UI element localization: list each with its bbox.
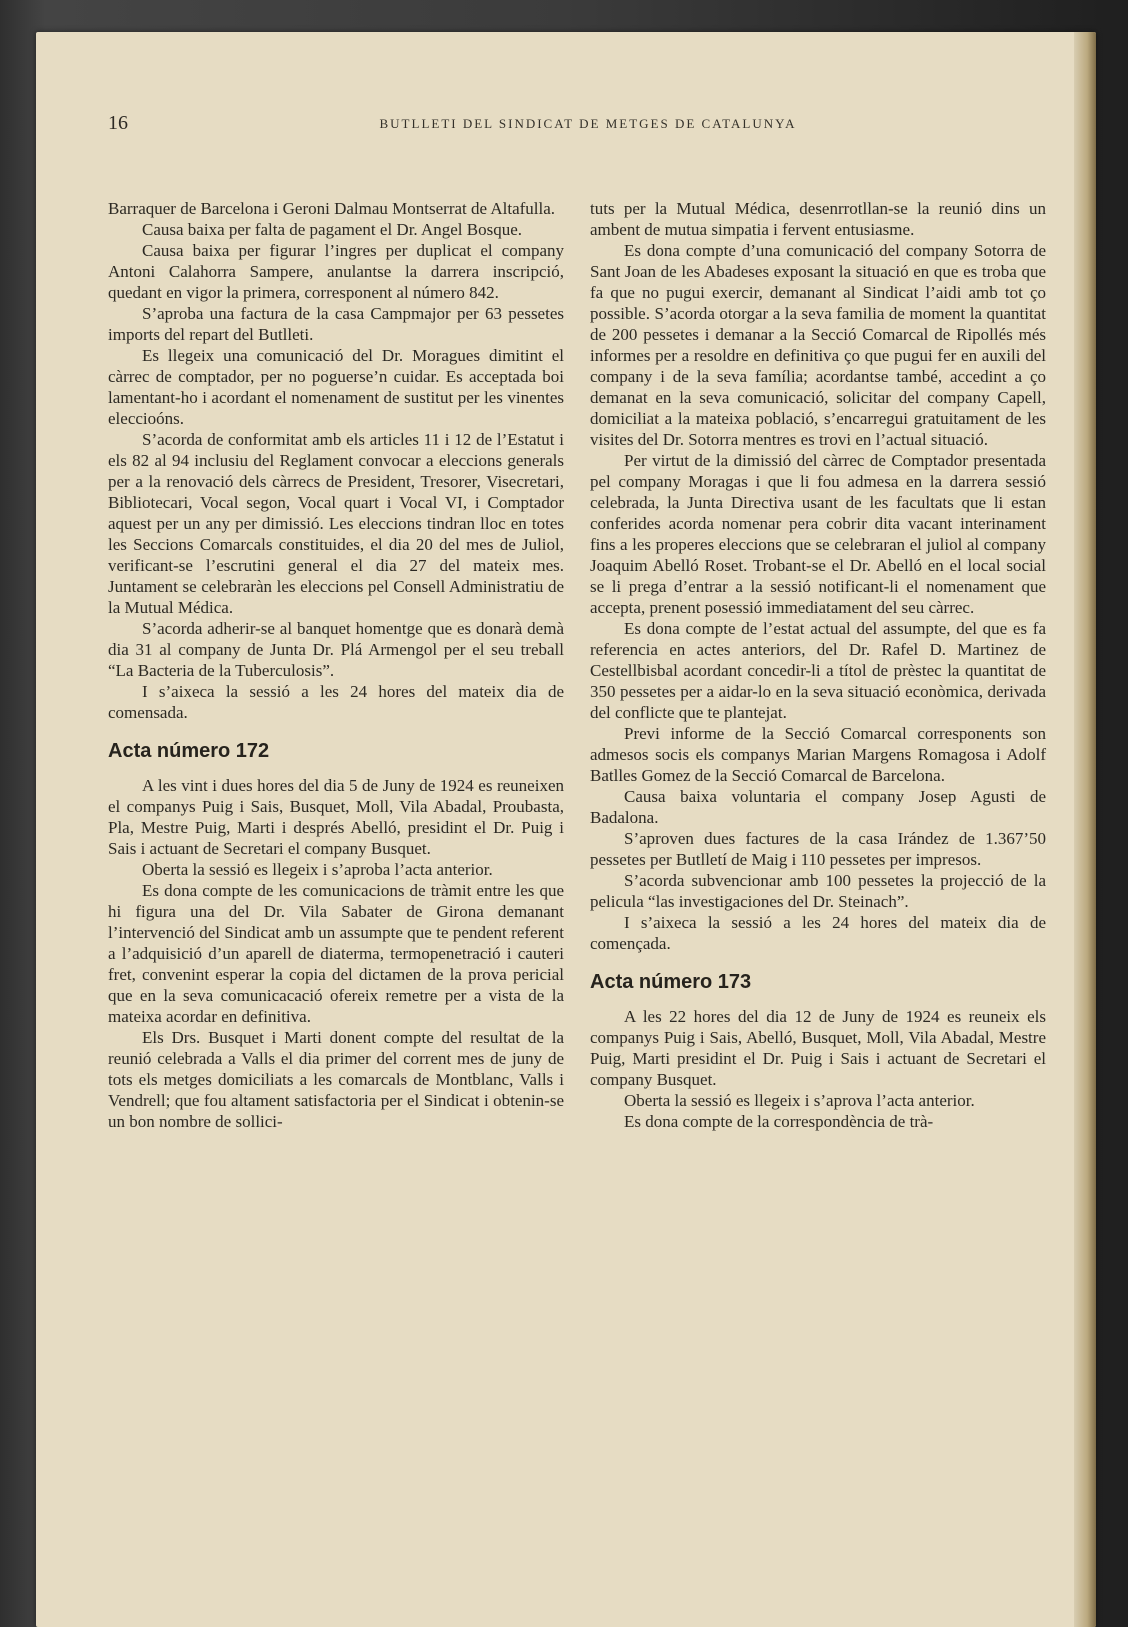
paragraph: Causa baixa voluntaria el company Josep Agusti de Badalona. <box>590 787 1046 827</box>
right-column <box>590 198 1046 1132</box>
paragraph: Es dona compte de l’estat actual del assumpte, del que es fa referencia en actes anteriors, del Dr. Rafel D. Martinez de Cestellbisbal acordant concedir-li a títol de prèstec la quantitat de 350 pessetes per a aidar-lo en la seva situació econòmica, derivada del conflicte que te plantejat. <box>590 619 1046 722</box>
paragraph: I s’aixeca la sessió a les 24 hores del mateix dia de començada. <box>590 913 1046 953</box>
paragraph: Causa baixa per falta de pagament el Dr. Angel Bosque. <box>142 220 523 239</box>
paragraph: Causa baixa per figurar l’ingres per duplicat el company Antoni Calahorra Sampere, anulantse la darrera inscripció, quedant en vigor la primera, corresponent al número 842. <box>108 241 564 302</box>
left-column <box>108 198 564 1132</box>
page-number: 16 <box>108 112 128 134</box>
page-edge <box>1074 32 1096 1627</box>
paragraph: A les 22 hores del dia 12 de Juny de 1924 es reuneix els companys Puig i Sais, Abelló, Busquet, Moll, Vila Abadal, Mestre Puig, Marti presidint el Dr. Puig i Sais i actuant de Secretari el company Busquet. <box>590 1007 1046 1089</box>
paragraph: I s’aixeca la sessió a les 24 hores del mateix dia de comensada. <box>108 682 564 722</box>
paragraph: Es dona compte de les comunicacions de tràmit entre les que hi figura una del Dr. Vila Sabater de Girona demanant l’intervenció del Sindicat amb un assumpte que te pendent referent a l’adquisició d’un aparell de diaterma, termopenetració i cauteri fret, convenint esperar la copia del dictamen de la prova pericial que en la seva comunicacació ofereix remetre per a vista de la mateixa acordar en definitiva. <box>108 881 564 1026</box>
paragraph: Oberta la sessió es llegeix i s’aprova l’acta anterior. <box>624 1091 975 1110</box>
paragraph: A les vint i dues hores del dia 5 de Juny de 1924 es reuneixen el companys Puig i Sais, Busquet, Moll, Vila Abadal, Proubasta, Pla, Mestre Puig, Marti i després Abelló, presidint el Dr. Puig i Sais i actuant de Secretari el company Busquet. <box>108 776 564 858</box>
page-header <box>108 112 1068 138</box>
paragraph: S’aproven dues factures de la casa Irández de 1.367’50 pessetes per Butlletí de Maig i 110 pessetes per impresos. <box>590 829 1046 869</box>
paragraph: Es dona compte d’una comunicació del company Sotorra de Sant Joan de les Abadeses exposant la situació en que es troba que fa que no pugui exercir, demanant al Sindicat l’aidi amb tot ço possible. S’acorda otorgar a la seva familia de moment la quantitat de 200 pessetes i demanar a la Secció Comarcal de Ripollés més informes per a resoldre en definitiva ço que pugui fer en auxili del company i de la seva família; acordantse també, accedint a ço demanat en la seva comunicació, solicitar del company Capell, domiciliat a la mateixa població, s’encarregui gratuitament de les visites del Dr. Sotorra mentres es trovi en l’actual situació. <box>590 241 1046 449</box>
running-title: BUTLLETI DEL SINDICAT DE METGES DE CATALUNYA <box>379 116 797 131</box>
paragraph: Barraquer de Barcelona i Geroni Dalmau Montserrat de Altafulla. <box>108 199 556 218</box>
paragraph: Oberta la sessió es llegeix i s’aproba l’acta anterior. <box>142 860 493 879</box>
paragraph: Per virtut de la dimissió del càrrec de Comptador presentada pel company Moragas i que li fou admesa en la darrera sessió celebrada, la Junta Directiva usant de les facultats que li estan conferides acorda nomenar pera cobrir dita vacant interinament fins a les properes eleccions que se celebraran el juliol al company Joaquim Abelló Roset. Trobant-se el Dr. Abelló en el local social se li prega d’entrar a la sessió notificant-li el nomenament que accepta, prenent posessió immediatament del seu càrrec. <box>590 451 1046 617</box>
paragraph: Els Drs. Busquet i Marti donent compte del resultat de la reunió celebrada a Valls el dia primer del corrent mes de juny de tots els metges domiciliats a les comarcals de Montblanc, Valls i Vendrell; que fou altament satisfactoria per el Sindicat i obtenin-se un bon nombre de sollici- <box>108 1028 564 1131</box>
paragraph: S’acorda de conformitat amb els articles 11 i 12 de l’Estatut i els 82 al 94 inclusiu del Reglament convocar a eleccions generals per a la renovació dels càrrecs de President, Tresorer, Visecretari, Bibliotecari, Vocal segon, Vocal quart i Vocal VI, i Comptador aquest per un any per dimissió. Les eleccions tindran lloc en totes les Seccions Comarcals constituides, el dia 20 del mes de Juliol, verificant-se l’escrutini general el dia 27 del mateix mes. Juntament se celebraràn les eleccions pel Consell Administratiu de la Mutual Médica. <box>108 430 564 617</box>
paragraph: Es dona compte de la correspondència de trà- <box>624 1112 934 1131</box>
paragraph: S’acorda adherir-se al banquet homentge que es donarà demà dia 31 al company de Junta Dr. Plá Armengol per el seu treball “La Bacteria de la Tuberculosis”. <box>108 619 564 680</box>
paragraph: Previ informe de la Secció Comarcal corresponents son admesos socis els companys Marian Margens Romagosa i Adolf Batlles Gomez de la Secció Comarcal de Barcelona. <box>590 724 1046 785</box>
paragraph: S’aproba una factura de la casa Campmajor per 63 pessetes imports del repart del Butlleti. <box>108 304 564 344</box>
paragraph: Es llegeix una comunicació del Dr. Moragues dimitint el càrrec de comptador, per no poguerse’n cuidar. Es acceptada boi lamentant-ho i acordant el nomenament de sustitut per les vinentes eleccioóns. <box>108 346 564 428</box>
section-heading: Acta número 172 <box>108 740 270 762</box>
paragraph: tuts per la Mutual Médica, desenrrotllan-se la reunió dins un ambent de mutua simpatia i fervent entusiasme. <box>590 199 1046 239</box>
document-page <box>36 32 1096 1627</box>
section-heading: Acta número 173 <box>590 971 752 993</box>
paragraph: S’acorda subvencionar amb 100 pessetes la projecció de la pelicula “las investigaciones del Dr. Steinach”. <box>590 871 1046 911</box>
